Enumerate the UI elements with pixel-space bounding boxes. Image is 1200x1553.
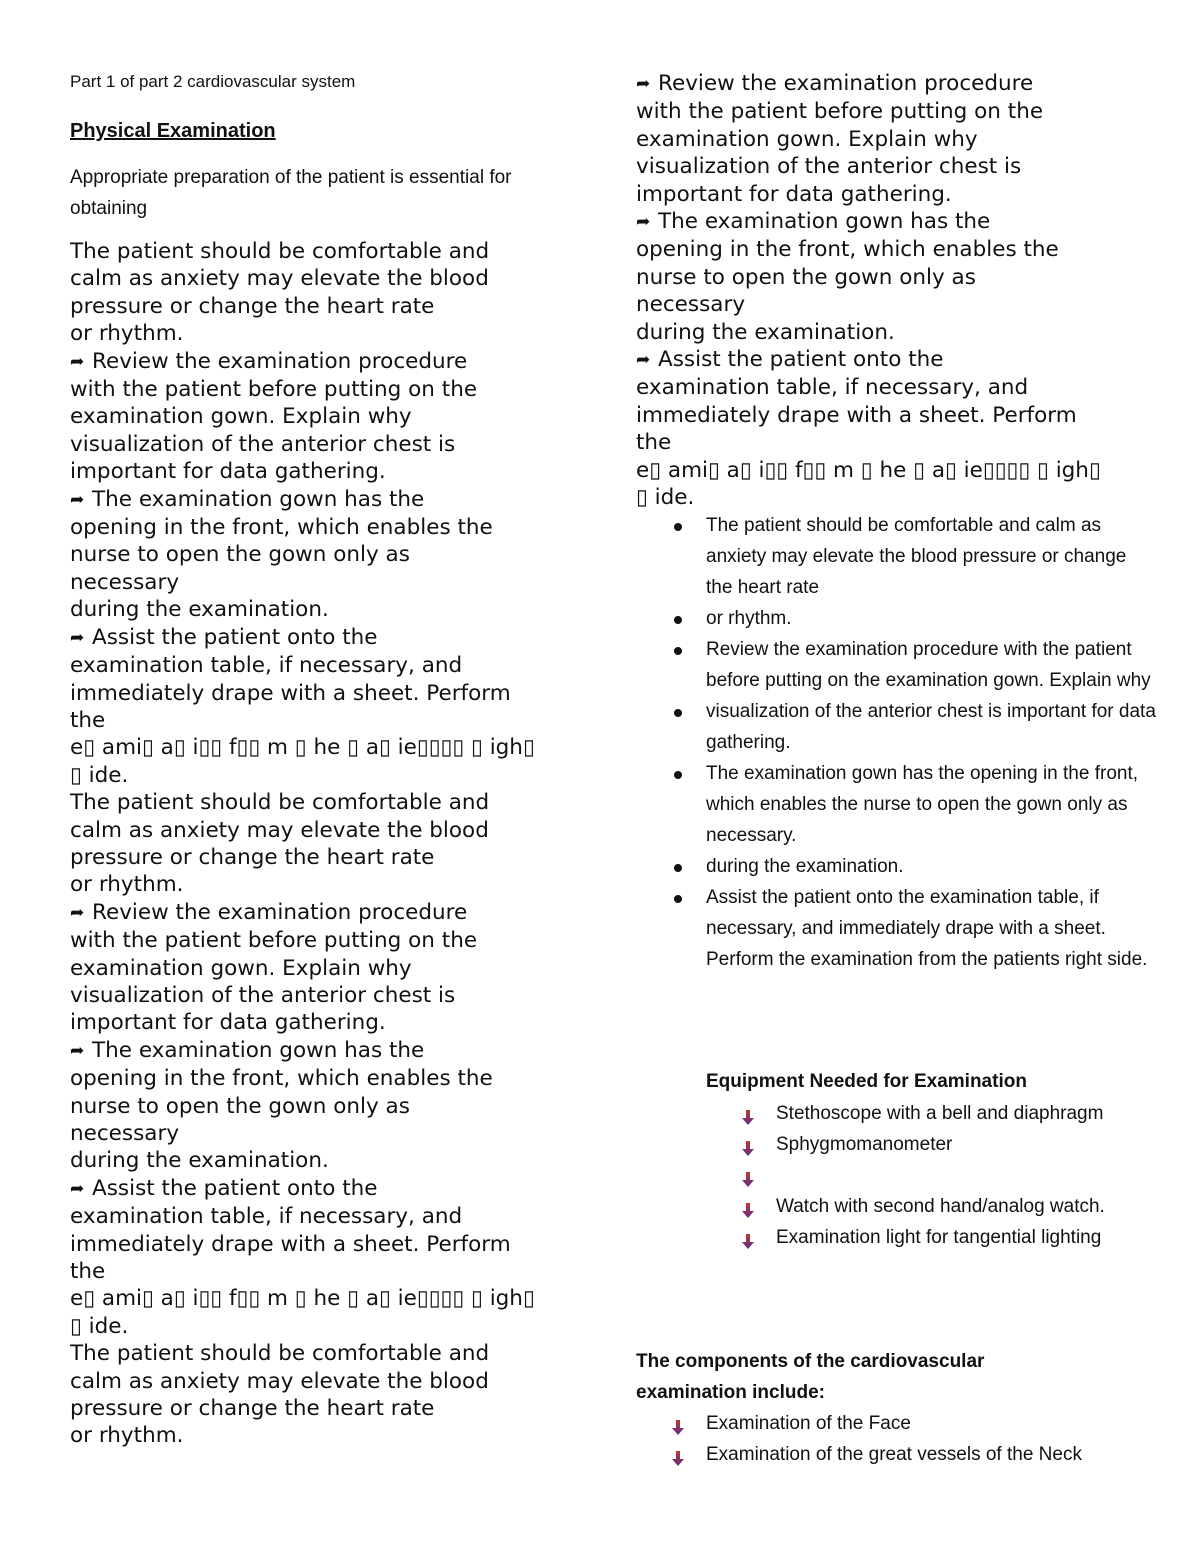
text-line-content: e▯ ami▯ a▯ i▯▯ f▯▯ m ▯ he ▯ a▯ ie▯▯▯▯ ▯ igh▯	[70, 1286, 535, 1312]
equipment-item-text: Sphygmomanometer	[776, 1134, 953, 1155]
bullet-disc-icon	[674, 895, 682, 903]
text-line	[636, 98, 1156, 125]
curved-arrow-icon: ➦	[70, 902, 85, 923]
text-line	[636, 402, 1156, 429]
text-line-content: the	[636, 430, 672, 456]
text-line	[70, 789, 570, 816]
equipment-item	[636, 1129, 1156, 1160]
text-line	[70, 1203, 570, 1230]
text-line	[70, 652, 570, 679]
text-line	[636, 264, 1156, 291]
text-line-content: opening in the front, which enables the	[636, 237, 1059, 263]
text-line-content: examination gown. Explain why	[636, 126, 978, 152]
text-line	[70, 293, 570, 320]
text-line	[70, 871, 570, 898]
curved-arrow-icon: ➦	[70, 627, 85, 648]
down-arrow-bullet-icon	[671, 1446, 685, 1462]
text-line-content: during the examination.	[70, 597, 329, 623]
down-arrow-bullet-icon	[741, 1136, 755, 1152]
text-line	[70, 817, 570, 844]
text-line	[70, 624, 570, 652]
text-line	[70, 431, 570, 458]
text-line-content: important for data gathering.	[70, 1010, 386, 1036]
text-line-content: The examination gown has the	[658, 209, 991, 235]
text-line	[70, 1175, 570, 1203]
text-line-content: ▯ ide.	[70, 1313, 129, 1339]
text-line-content: ▯ ide.	[70, 762, 129, 788]
text-line	[636, 346, 1156, 374]
text-line	[70, 486, 570, 514]
text-line-content: Review the examination procedure	[92, 348, 468, 374]
text-line	[70, 1285, 570, 1312]
text-line-content: immediately drape with a sheet. Perform	[636, 402, 1077, 428]
curved-arrow-icon: ➦	[70, 1178, 85, 1199]
equipment-item-text: Stethoscope with a bell and diaphragm	[776, 1103, 1104, 1124]
text-line	[636, 374, 1156, 401]
list-item	[636, 634, 1156, 696]
text-line	[636, 236, 1156, 263]
text-line-content: examination gown. Explain why	[70, 955, 412, 981]
text-line	[70, 514, 570, 541]
text-line-content: examination table, if necessary, and	[636, 375, 1029, 401]
text-line	[70, 569, 570, 596]
component-item-text: Examination of the great vessels of the Neck	[706, 1444, 1082, 1465]
text-line	[70, 348, 570, 376]
text-line-content: calm as anxiety may elevate the blood	[70, 817, 489, 843]
text-line-content: The examination gown has the	[92, 1037, 425, 1063]
equipment-item-text: Examination light for tangential lighting	[776, 1227, 1102, 1248]
text-line-content: necessary	[70, 1121, 180, 1146]
text-line	[636, 457, 1156, 484]
list-item	[636, 851, 1156, 882]
text-line-content: important for data gathering.	[636, 181, 952, 207]
text-line	[70, 844, 570, 871]
text-line-content: opening in the front, which enables the	[70, 515, 493, 541]
intro-paragraph: Appropriate preparation of the patient is essential for obtaining	[70, 167, 512, 219]
text-line-content: visualization of the anterior chest is	[70, 431, 456, 457]
component-item	[636, 1408, 1156, 1439]
components-list	[636, 1408, 1156, 1470]
equipment-list	[636, 1098, 1156, 1253]
text-line	[70, 680, 570, 707]
text-line-content: examination table, if necessary, and	[70, 653, 463, 679]
text-line	[70, 1009, 570, 1036]
text-line-content: immediately drape with a sheet. Perform	[70, 680, 511, 706]
list-item-text: visualization of the anterior chest is important for data gathering.	[706, 701, 1156, 753]
text-line	[70, 1313, 570, 1340]
text-line	[70, 734, 570, 761]
curved-arrow-icon: ➦	[70, 351, 85, 372]
text-line	[70, 1065, 570, 1092]
list-item-text: or rhythm.	[706, 608, 792, 629]
text-line	[70, 1340, 570, 1367]
text-line-content: calm as anxiety may elevate the blood	[70, 1368, 489, 1394]
text-line-content: opening in the front, which enables the	[70, 1066, 493, 1092]
equipment-heading: Equipment Needed for Examination	[706, 1071, 1027, 1092]
text-line-content: pressure or change the heart rate	[70, 1396, 435, 1422]
text-line	[70, 927, 570, 954]
text-line-content: the	[70, 707, 106, 733]
text-line-content: or rhythm.	[70, 872, 184, 898]
text-line-content: examination table, if necessary, and	[70, 1204, 463, 1230]
down-arrow-bullet-icon	[741, 1229, 755, 1245]
text-line	[636, 208, 1156, 236]
text-line	[636, 291, 1156, 318]
text-line-content: e▯ ami▯ a▯ i▯▯ f▯▯ m ▯ he ▯ a▯ ie▯▯▯▯ ▯ igh▯	[636, 457, 1101, 483]
text-line	[636, 181, 1156, 208]
text-line	[70, 458, 570, 485]
text-line	[70, 982, 570, 1009]
list-item-text: during the examination.	[706, 856, 904, 877]
text-line-content: Assist the patient onto the	[92, 624, 378, 650]
down-arrow-bullet-icon	[741, 1167, 755, 1183]
text-line	[636, 319, 1156, 346]
component-item	[636, 1439, 1156, 1470]
curved-arrow-icon: ➦	[70, 1040, 85, 1061]
text-line	[70, 1093, 570, 1120]
text-line-content: nurse to open the gown only as	[636, 264, 976, 290]
curved-arrow-icon: ➦	[70, 489, 85, 510]
text-line-content: pressure or change the heart rate	[70, 293, 435, 319]
text-line-content: or rhythm.	[70, 321, 184, 347]
text-line-content: Review the examination procedure	[92, 899, 468, 925]
text-line-content: with the patient before putting on the	[70, 377, 478, 403]
bullet-disc-icon	[674, 709, 682, 717]
text-line-content: immediately drape with a sheet. Perform	[70, 1231, 511, 1257]
text-line-content: or rhythm.	[70, 1423, 184, 1449]
text-line	[636, 126, 1156, 153]
text-line	[70, 320, 570, 347]
equipment-item-text: Watch with second hand/analog watch.	[776, 1196, 1105, 1217]
text-line	[70, 376, 570, 403]
text-line	[636, 70, 1156, 98]
components-heading: The components of the cardiovascular examination include:	[636, 1351, 985, 1403]
equipment-item	[636, 1191, 1156, 1222]
text-line-content: necessary	[636, 292, 746, 318]
list-item-text: Review the examination procedure with the patient before putting on the examination gown. Explain why	[706, 639, 1151, 691]
text-line	[70, 1368, 570, 1395]
text-line-content: with the patient before putting on the	[70, 928, 478, 954]
list-item	[636, 882, 1156, 975]
text-line-content: during the examination.	[70, 1148, 329, 1174]
text-line-content: Assist the patient onto the	[658, 347, 944, 373]
text-line	[70, 1395, 570, 1422]
text-line	[70, 403, 570, 430]
text-line	[70, 1037, 570, 1065]
text-line	[70, 899, 570, 927]
text-line	[70, 265, 570, 292]
bullet-disc-icon	[674, 864, 682, 872]
text-line	[70, 1231, 570, 1258]
list-item-text: The examination gown has the opening in the front, which enables the nurse to open the gown only as necessary.	[706, 763, 1139, 846]
list-item	[636, 510, 1156, 603]
equipment-item	[636, 1098, 1156, 1129]
bullet-disc-icon	[674, 647, 682, 655]
text-line-content: The patient should be comfortable and	[70, 1341, 490, 1367]
bullet-disc-icon	[674, 771, 682, 779]
component-item-text: Examination of the Face	[706, 1413, 911, 1434]
text-line	[70, 541, 570, 568]
down-arrow-bullet-icon	[741, 1198, 755, 1214]
text-line-content: e▯ ami▯ a▯ i▯▯ f▯▯ m ▯ he ▯ a▯ ie▯▯▯▯ ▯ igh▯	[70, 735, 535, 761]
text-line-content: necessary	[70, 569, 180, 595]
text-line	[636, 484, 1156, 511]
equipment-item	[636, 1222, 1156, 1253]
text-line	[70, 596, 570, 623]
left-body-text	[70, 238, 570, 1450]
text-line-content: The patient should be comfortable and	[70, 239, 490, 264]
list-item	[636, 758, 1156, 851]
document-header: Part 1 of part 2 cardiovascular system	[70, 72, 356, 91]
text-line-content: Assist the patient onto the	[92, 1175, 378, 1201]
down-arrow-bullet-icon	[741, 1105, 755, 1121]
list-item	[636, 603, 1156, 634]
text-line	[70, 1258, 570, 1285]
text-line	[70, 762, 570, 789]
right-body-text	[636, 70, 1156, 512]
equipment-item	[636, 1160, 1156, 1191]
text-line-content: The examination gown has the	[92, 486, 425, 512]
text-line	[70, 1147, 570, 1174]
text-line	[70, 1120, 570, 1147]
text-line-content: examination gown. Explain why	[70, 404, 412, 430]
text-line-content: nurse to open the gown only as	[70, 1093, 410, 1119]
text-line-content: pressure or change the heart rate	[70, 844, 435, 870]
text-line-content: The patient should be comfortable and	[70, 790, 490, 816]
bullet-disc-icon	[674, 616, 682, 624]
list-item-text: The patient should be comfortable and calm as anxiety may elevate the blood pressure or change the heart rate	[706, 515, 1127, 598]
text-line	[70, 955, 570, 982]
text-line-content: nurse to open the gown only as	[70, 542, 410, 568]
down-arrow-bullet-icon	[671, 1415, 685, 1431]
curved-arrow-icon: ➦	[636, 350, 651, 371]
text-line-content: visualization of the anterior chest is	[636, 154, 1022, 180]
text-line	[636, 429, 1156, 456]
text-line-content: the	[70, 1259, 106, 1285]
text-line-content: Review the examination procedure	[658, 71, 1034, 96]
text-line	[70, 1422, 570, 1449]
list-item-text: Assist the patient onto the examination table, if necessary, and immediately drape with a sheet. Perform the examination from the patients right side.	[706, 887, 1148, 970]
text-line	[70, 707, 570, 734]
text-line-content: calm as anxiety may elevate the blood	[70, 266, 489, 292]
text-line-content: during the examination.	[636, 319, 895, 345]
curved-arrow-icon: ➦	[636, 74, 651, 94]
text-line-content: visualization of the anterior chest is	[70, 982, 456, 1008]
curved-arrow-icon: ➦	[636, 212, 651, 233]
bullet-list	[636, 510, 1156, 975]
bullet-disc-icon	[674, 523, 682, 531]
list-item	[636, 696, 1156, 758]
text-line-content: important for data gathering.	[70, 459, 386, 485]
section-heading: Physical Examination	[70, 120, 276, 142]
text-line	[636, 153, 1156, 180]
text-line-content: with the patient before putting on the	[636, 99, 1044, 125]
text-line	[70, 238, 570, 265]
text-line-content: ▯ ide.	[636, 485, 695, 511]
